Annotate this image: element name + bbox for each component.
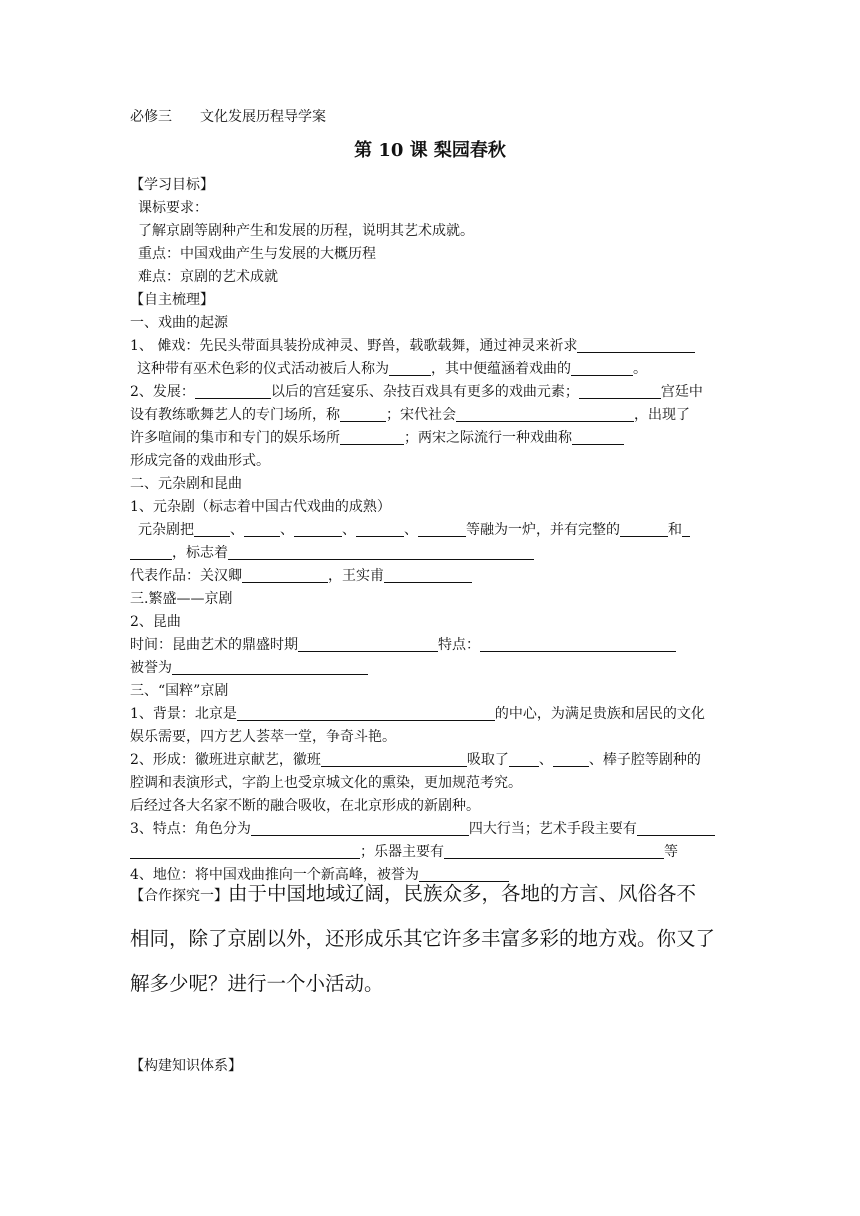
- fill-line: 设有教练歌舞艺人的专门场所，称 ；宋代社会 ，出现了: [130, 407, 690, 423]
- answer-blank[interactable]: [298, 636, 438, 652]
- fill-line: 1、背景：北京是 的中心，为满足贵族和居民的文化: [130, 706, 705, 722]
- lesson-title: 第 10 课 梨园春秋: [354, 140, 506, 161]
- answer-blank[interactable]: [195, 383, 271, 399]
- answer-blank[interactable]: [130, 544, 172, 560]
- answer-blank[interactable]: [444, 843, 664, 859]
- fill-line: 时间：昆曲艺术的鼎盛时期 特点：: [130, 635, 676, 655]
- answer-blank[interactable]: [480, 636, 676, 652]
- key-point: 重点：中国戏曲产生与发展的大概历程: [138, 246, 376, 262]
- answer-blank[interactable]: [509, 751, 539, 767]
- section-3-title: 三、“国粹”京剧: [130, 683, 229, 699]
- text-line: 娱乐需要，四方艺人荟萃一堂，争奇斗艳。: [130, 729, 396, 745]
- answer-blank[interactable]: [456, 406, 634, 422]
- fill-line: 元杂剧把 、 、 、 、 等融为一炉，并有完整的 和: [138, 520, 690, 540]
- answer-blank[interactable]: [321, 751, 467, 767]
- fill-line: 3、特点：角色分为 四大行当；艺术手段主要有: [130, 819, 715, 839]
- fill-line: 1、 傩戏：先民头带面具装扮成神灵、野兽，载歌载舞，通过神灵来祈求: [130, 336, 695, 356]
- knowledge-heading: 【构建知识体系】: [130, 1058, 242, 1074]
- answer-blank[interactable]: [637, 820, 715, 836]
- text-line: 后经过各大名家不断的融合吸收，在北京形成的新剧种。: [130, 798, 480, 814]
- answer-blank[interactable]: [389, 360, 431, 376]
- explore-label: 【合作探究一】: [130, 888, 228, 904]
- text-line: 腔调和表演形式，字韵上也受京城文化的熏染，更加规范考究。: [130, 775, 522, 791]
- text-line: 1、元杂剧（标志着中国古代戏曲的成熟）: [130, 499, 391, 515]
- difficult-point: 难点：京剧的艺术成就: [138, 269, 278, 285]
- answer-blank[interactable]: [572, 429, 624, 445]
- text-line: 形成完备的戏曲形式。: [130, 453, 270, 469]
- objectives-heading: 【学习目标】: [130, 177, 214, 193]
- doc-header: 必修三 文化发展历程导学案: [130, 109, 326, 125]
- section-1-title: 一、戏曲的起源: [130, 315, 228, 331]
- answer-blank[interactable]: [418, 521, 466, 537]
- answer-blank[interactable]: [577, 337, 695, 353]
- answer-blank[interactable]: [340, 406, 386, 422]
- fill-line: 被誉为: [130, 658, 368, 678]
- fill-line: 2、发展： 以后的宫廷宴乐、杂技百戏具有更多的戏曲元素； 宫廷中: [130, 384, 703, 400]
- explore-paragraph-line: 相同，除了京剧以外，还形成乐其它许多丰富多彩的地方戏。你又了: [130, 927, 716, 950]
- fill-line: ；乐器主要有 等: [130, 842, 678, 862]
- fill-line: 代表作品：关汉卿 ，王实甫: [130, 566, 472, 586]
- answer-blank[interactable]: [356, 521, 404, 537]
- answer-blank[interactable]: [571, 360, 633, 376]
- answer-blank[interactable]: [237, 705, 495, 721]
- answer-blank[interactable]: [242, 567, 328, 583]
- answer-blank[interactable]: [620, 521, 668, 537]
- fill-line: ，标志着: [130, 543, 534, 563]
- text-line: 2、昆曲: [130, 614, 181, 630]
- review-heading: 【自主梳理】: [130, 292, 214, 308]
- fill-line: 2、形成：徽班进京献艺，徽班 吸取了 、 、棒子腔等剧种的: [130, 752, 701, 768]
- explore-paragraph-line: 【合作探究一】由于中国地域辽阔，民族众多，各地的方言、风俗各不: [130, 882, 697, 905]
- answer-blank[interactable]: [384, 567, 472, 583]
- fill-line: 许多喧闹的集市和专门的娱乐场所 ；两宋之际流行一种戏曲称: [130, 428, 624, 448]
- explore-paragraph-line: 解多少呢？进行一个小活动。: [130, 972, 384, 995]
- answer-blank[interactable]: [130, 843, 360, 859]
- answer-blank[interactable]: [228, 544, 534, 560]
- section-2-title: 二、元杂剧和昆曲: [130, 476, 242, 492]
- requirement-text: 了解京剧等剧种产生和发展的历程，说明其艺术成就。: [138, 223, 474, 239]
- answer-blank[interactable]: [172, 659, 368, 675]
- answer-blank[interactable]: [553, 751, 589, 767]
- fill-line: 这种带有巫术色彩的仪式活动被后人称为 ，其中便蕴涵着戏曲的 。: [137, 361, 647, 377]
- requirement-label: 课标要求：: [138, 200, 208, 216]
- fill-line: 4、地位：将中国戏曲推向一个新高峰，被誉为: [130, 865, 509, 885]
- answer-blank[interactable]: [682, 521, 690, 537]
- answer-blank[interactable]: [244, 521, 280, 537]
- answer-blank[interactable]: [340, 429, 404, 445]
- answer-blank[interactable]: [579, 383, 661, 399]
- answer-blank[interactable]: [194, 521, 230, 537]
- answer-blank[interactable]: [294, 521, 342, 537]
- answer-blank[interactable]: [251, 820, 469, 836]
- text-line: 三.繁盛——京剧: [130, 591, 233, 607]
